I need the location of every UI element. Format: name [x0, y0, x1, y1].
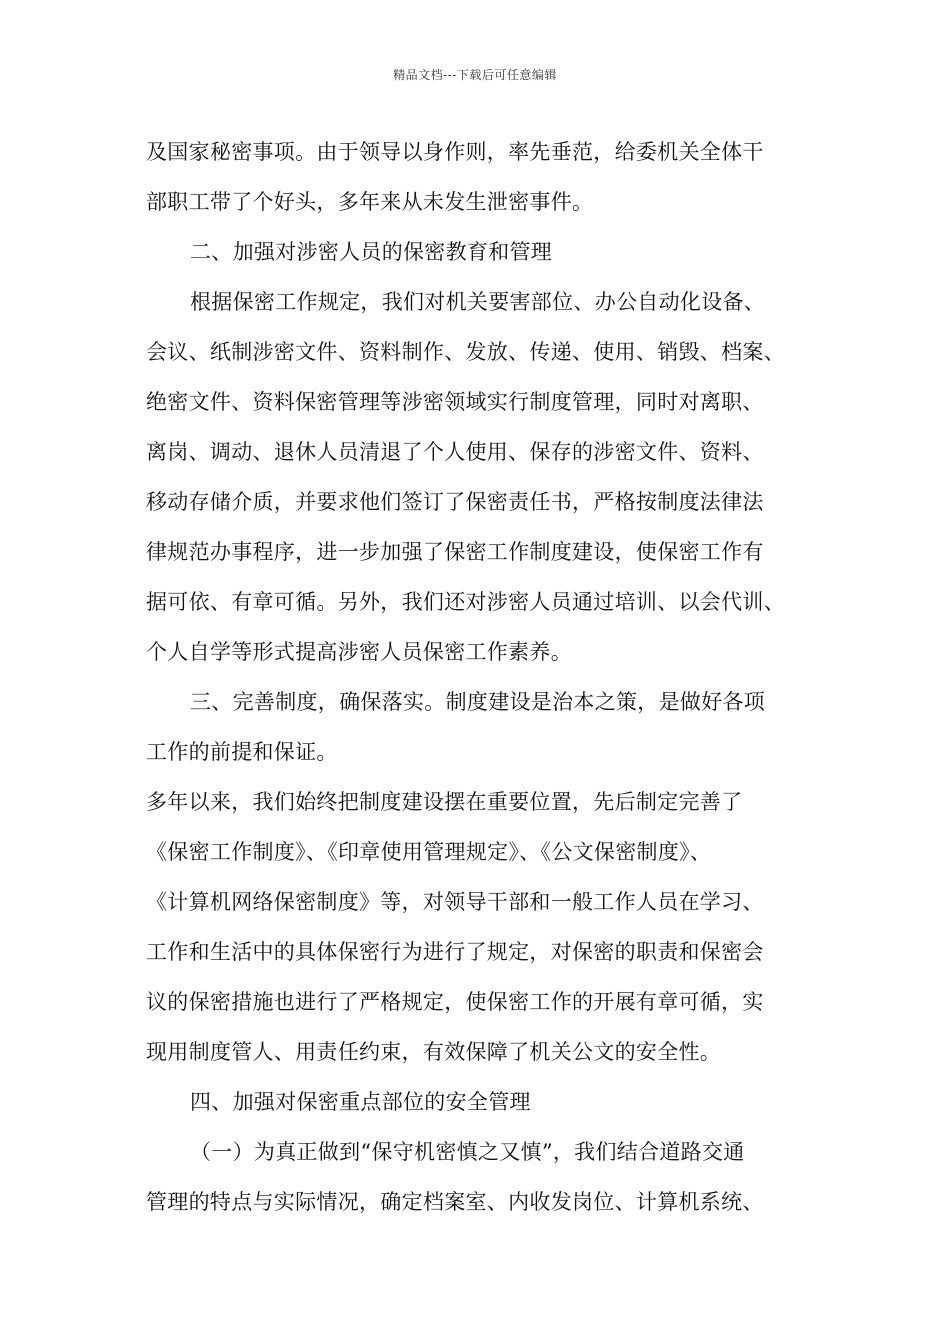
text-line: 《保密工作制度》、《印章使用管理规定》、《公文保密制度》、 — [146, 840, 712, 864]
text-line: 现用制度管人、用责任约束，有效保障了机关公文的安全性。 — [146, 1040, 722, 1064]
text-line: 及国家秘密事项。由于领导以身作则，率先垂范，给委机关全体干 — [146, 140, 764, 164]
text-line: 工作的前提和保证。 — [146, 740, 338, 764]
text-line: 根据保密工作规定，我们对机关要害部位、办公自动化设备、 — [190, 290, 766, 314]
section-heading: 二、加强对涉密人员的保密教育和管理 — [190, 240, 553, 264]
text-line: 据可依、有章可循。另外，我们还对涉密人员通过培训、以会代训、 — [146, 590, 785, 614]
text-line: 部职工带了个好头，多年来从未发生泄密事件。 — [146, 190, 594, 214]
page-header: 精品文档---下载后可任意编辑 — [393, 68, 557, 82]
text-line: 工作和生活中的具体保密行为进行了规定，对保密的职责和保密会 — [146, 940, 764, 964]
text-line: 移动存储介质，并要求他们签订了保密责任书，严格按制度法律法 — [146, 490, 764, 514]
text-line: 议的保密措施也进行了严格规定，使保密工作的开展有章可循，实 — [146, 990, 764, 1014]
text-line: 会议、纸制涉密文件、资料制作、发放、传递、使用、销毁、档案、 — [146, 340, 785, 364]
text-line: 绝密文件、资料保密管理等涉密领域实行制度管理，同时对离职、 — [146, 390, 764, 414]
text-line: 个人自学等形式提高涉密人员保密工作素养。 — [146, 640, 572, 664]
text-line: （一）为真正做到“保守机密慎之又慎”，我们结合道路交通 — [190, 1140, 745, 1164]
text-line: 离岗、调动、退休人员清退了个人使用、保存的涉密文件、资料、 — [146, 440, 764, 464]
text-line: 《计算机网络保密制度》等，对领导干部和一般工作人员在学习、 — [146, 890, 764, 914]
text-line: 多年以来，我们始终把制度建设摆在重要位置，先后制定完善了 — [146, 790, 743, 814]
section-heading: 三、完善制度，确保落实。制度建设是治本之策，是做好各项 — [190, 690, 766, 714]
section-heading: 四、加强对保密重点部位的安全管理 — [190, 1090, 531, 1114]
text-line: 律规范办事程序，进一步加强了保密工作制度建设，使保密工作有 — [146, 540, 764, 564]
text-line: 管理的特点与实际情况，确定档案室、内收发岗位、计算机系统、 — [146, 1190, 764, 1214]
